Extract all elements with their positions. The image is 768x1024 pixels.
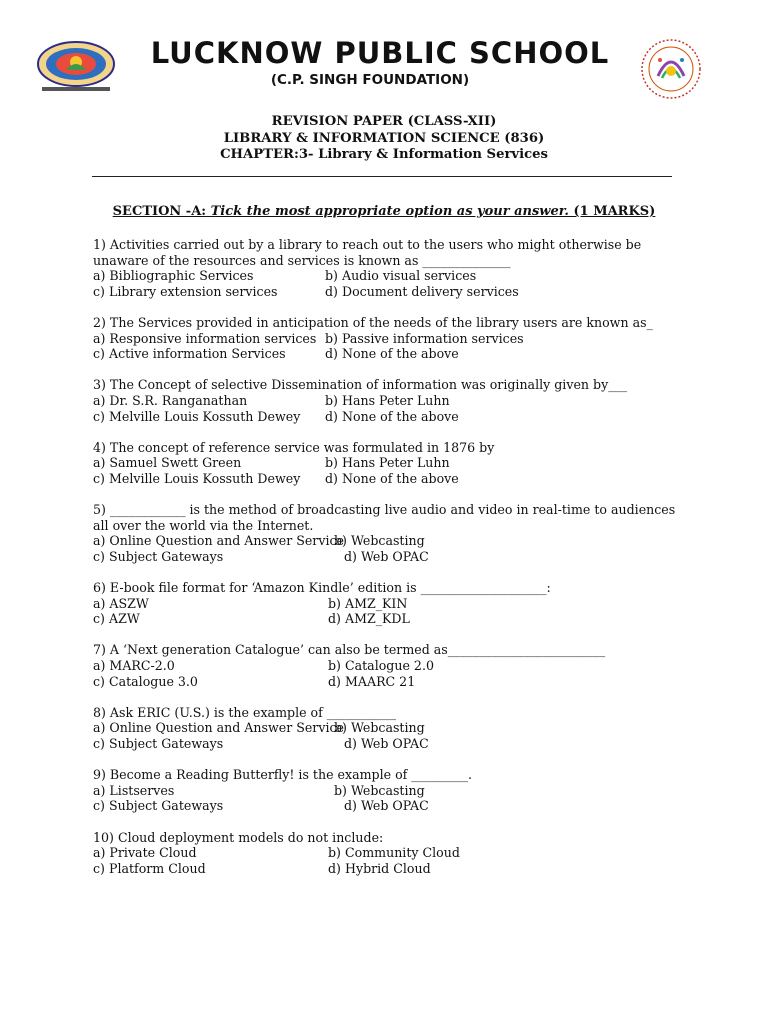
question-10 [93,830,683,877]
option-d: d) MAARC 21 [328,673,416,689]
option-b: b) Webcasting [334,533,425,549]
option-a: a) ASZW [93,595,149,611]
question-text: 9) Become a Reading Butterfly! is the example of _________. [93,767,473,783]
option-b: b) Hans Peter Luhn [325,455,450,471]
question-text: 1) Activities carried out by a library to reach out to the users who might otherwise be unaware of the resources and services is known as ______________ [93,237,642,268]
school-name: LUCKNOW PUBLIC SCHOOL [150,36,610,70]
question-text: 7) A ‘Next generation Catalogue’ can also be termed as_________________________ [93,642,606,658]
question-8 [93,705,683,752]
option-c: c) Catalogue 3.0 [93,673,198,689]
question-text: 2) The Services provided in anticipation of the needs of the library users are known as_ [93,314,653,330]
option-a: a) Listserves [93,782,175,798]
option-d: d) AMZ_KDL [328,611,410,627]
option-c: c) Melville Louis Kossuth Dewey [93,470,301,486]
question-5 [93,502,683,564]
option-a: a) Samuel Swett Green [93,455,242,471]
option-d: d) None of the above [325,470,459,486]
question-7 [93,642,683,689]
question-6 [93,580,683,627]
option-c: c) Subject Gateways [93,548,224,564]
option-b: b) Passive information services [325,330,524,346]
school-header [0,30,768,100]
question-4 [93,440,683,487]
option-a: a) Responsive information services [93,330,317,346]
question-text: 10) Cloud deployment models do not include: [93,829,384,845]
school-emblem-logo [36,38,116,94]
option-d: d) Web OPAC [344,798,429,814]
option-b: b) Webcasting [334,782,425,798]
option-c: c) Library extension services [93,283,278,299]
option-d: d) Web OPAC [344,548,429,564]
option-a: a) Online Question and Answer Service [93,533,344,549]
question-text: 5) ____________ is the method of broadcasting live audio and video in real-time to audiences all over the world via the Internet. [93,502,676,533]
question-3 [93,377,683,424]
option-a: a) Private Cloud [93,845,197,861]
option-c: c) Active information Services [93,346,286,362]
question-text: 3) The Concept of selective Dissemination of information was originally given by___ [93,377,628,393]
option-a: a) Bibliographic Services [93,268,254,284]
question-9 [93,767,683,814]
question-text: 6) E-book file format for ‘Amazon Kindle’ edition is ____________________: [93,580,551,596]
option-c: c) Subject Gateways [93,798,224,814]
foundation-name: (C.P. SINGH FOUNDATION) [270,72,470,88]
section-marks: (1 MARKS) [573,204,656,219]
question-1 [93,237,683,299]
option-d: d) Web OPAC [344,736,429,751]
option-c: c) Melville Louis Kossuth Dewey [93,408,301,424]
question-text: 8) Ask ERIC (U.S.) is the example of ___________ [93,704,397,720]
question-list [93,237,683,876]
question-text: 4) The concept of reference service was formulated in 1876 by [93,439,495,455]
option-b: b) Community Cloud [328,845,460,861]
question-2 [93,315,683,362]
option-a: a) MARC-2.0 [93,658,175,674]
option-c: c) AZW [93,611,140,627]
option-d: d) None of the above [325,408,459,424]
option-b: b) Audio visual services [325,268,477,284]
option-d: d) Hybrid Cloud [328,860,431,876]
section-instruction: Tick the most appropriate option as your answer. [210,204,569,219]
section-label: SECTION -A: [112,204,207,219]
option-d: d) None of the above [325,346,459,362]
option-c: c) Platform Cloud [93,860,206,876]
chapter-title: CHAPTER:3- Library & Information Services [220,147,548,162]
option-b: b) Hans Peter Luhn [325,392,450,408]
option-b: b) AMZ_KIN [328,595,408,611]
paper-title: REVISION PAPER (CLASS-XII) [271,114,497,129]
section-heading [92,204,676,219]
subject-title: LIBRARY & INFORMATION SCIENCE (836) [223,130,545,146]
paper-title-block [92,114,676,164]
header-divider [92,176,672,177]
option-a: a) Dr. S.R. Ranganathan [93,392,248,408]
option-b: b) Webcasting [334,720,425,736]
silver-jubilee-emblem-logo [640,38,702,100]
option-d: d) Document delivery services [325,283,519,299]
option-a: a) Online Question and Answer Service [93,720,344,736]
option-c: c) Subject Gateways [93,736,224,751]
option-b: b) Catalogue 2.0 [328,658,434,674]
